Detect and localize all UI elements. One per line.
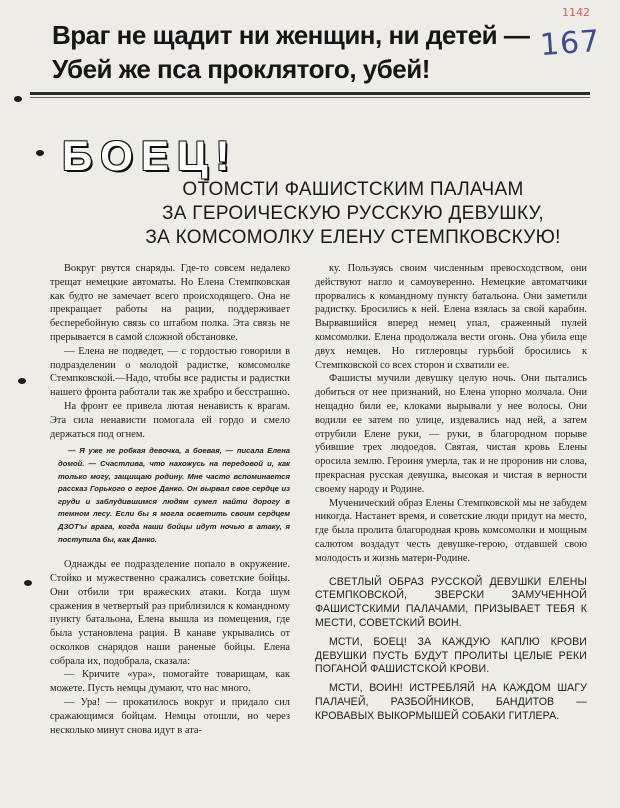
letter-quote: — Я уже не робкая девочка, а боевая, — писала Елена домой. — Счастлива, что нахожусь на передовой и, как только могу, защищаю родину. Мне часто вспоминается рассказ Горького о герое Данко. Он вырвал свое сердце из груди и заблудившимся людям сумел найти дорогу в темном лесу. Если бы я могла осветить своим сердцем ДЗОТ'ы врага, когда наши бойцы идут ночью в атаку, я поступила бы, как Данко.	[58, 446, 290, 544]
right-column	[315, 262, 587, 729]
punch-hole	[24, 580, 32, 586]
subtitle	[118, 178, 588, 250]
call-to-revenge: СВЕТЛЫЙ ОБРАЗ РУССКОЙ ДЕВУШКИ ЕЛЕНЫ СТЕМПКОВСКОЙ, ЗВЕРСКИ ЗАМУЧЕННОЙ ФАШИСТСКИМИ ПАЛАЧАМИ, ПРИЗЫВАЕТ ТЕБЯ К МЕСТИ, СОВЕТСКИЙ ВОИН.	[315, 575, 587, 629]
punch-hole	[36, 150, 44, 156]
paragraph: Мученический образ Елены Стемпковской мы не забудем никогда. Настанет время, и советские люди придут на место, где была пролита благородная кровь комсомолки и мощным салютом воздадут честь девушке-герою, отдавшей свою молодость и жизнь матери-Родине.	[315, 497, 587, 564]
call-to-revenge: МСТИ, БОЕЦ! ЗА КАЖДУЮ КАПЛЮ КРОВИ ДЕВУШКИ ПУСТЬ БУДУТ ПРОЛИТЫ ЦЕЛЫЕ РЕКИ ПОГАНОЙ ФАШИСТСКОЙ КРОВИ.	[315, 635, 587, 676]
archive-number: 1142	[562, 6, 590, 19]
header-slogan	[52, 18, 552, 86]
spacer	[315, 566, 587, 576]
handwritten-number: 167	[538, 23, 602, 64]
page-title: БОЕЦ!	[62, 132, 238, 179]
punch-hole	[14, 96, 22, 102]
header-rule	[30, 92, 590, 95]
left-column	[50, 262, 290, 737]
paragraph: Однажды ее подразделение попало в окружение. Стойко и мужественно сражались советские бойцы. Они отбили три вражеских атаки. Когда шум сражения в четвертый раз приблизился к командному пункту батальона, Елена вышла из помещения, где была установлена рация. В канаве укрывались от осколков снарядов наши раненые бойцы. Елена собрала их, подобрала, сказала:	[50, 559, 290, 667]
paragraph: На фронт ее привела лютая ненависть к врагам. Эта сила ненависти помогала ей гордо и смело держаться под огнем.	[50, 400, 290, 440]
paragraph: — Елена не подведет, — с гордостью говорили в подразделении о молодой радистке, комсомолке Стемпковской.—Надо, чтобы все радисты и радистки нашего фронта работали так же храбро и бесстрашно.	[50, 345, 290, 399]
header-line-2: Убей же пса проклятого, убей!	[52, 54, 430, 84]
paragraph: — Ура! — прокатилось вокруг и придало сил сражающимся бойцам. Немцы отошли, но через несколько минут снова идут в ата-	[50, 697, 290, 736]
paragraph: — Кричите «ура», помогайте товарищам, как можете. Пусть немцы думают, что нас много.	[50, 669, 290, 695]
subtitle-line-3: ЗА КОМСОМОЛКУ ЕЛЕНУ СТЕМПКОВСКУЮ!	[145, 227, 561, 248]
paragraph: ку. Пользуясь своим численным превосходством, они действуют нагло и самоуверенно. Немецкие автоматчики прорвались к командному пункту батальона. Они заметили радистку. Бросились к ней. Елена взялась за свой карабин. Вырвавшийся вперед немец упал, сраженный пулей комсомолки. Елена продолжала вести огонь. Она убила еще двух немцев. Но гитлеровцы гурьбой бросились к Стемпковской со всех сторон и схватили ее.	[315, 263, 587, 371]
paragraph: Вокруг рвутся снаряды. Где-то совсем недалеко трещат немецкие автоматы. Но Елена Стемпковская как будто не замечает всего происходящего. Она не прекращает работы на рации, поддерживает бесперебойную связь со штабом полка. Эта связь не прерывается в самой сложной обстановке.	[50, 263, 290, 343]
call-to-revenge: МСТИ, ВОИН! ИСТРЕБЛЯЙ НА КАЖДОМ ШАГУ ПАЛАЧЕЙ, РАЗБОЙНИКОВ, БАНДИТОВ — КРОВАВЫХ ВЫКОРМЫШЕЙ СОБАКИ ГИТЛЕРА.	[315, 682, 587, 722]
subtitle-line-1: ОТОМСТИ ФАШИСТСКИМ ПАЛАЧАМ	[182, 179, 524, 200]
subtitle-line-2: ЗА ГЕРОИЧЕСКУЮ РУССКУЮ ДЕВУШКУ,	[161, 203, 545, 224]
punch-hole	[18, 378, 26, 384]
paragraph: Фашисты мучили девушку целую ночь. Они пытались добиться от нее признаний, но Елена упорно молчала. Они нещадно били ее, клоками вырывали у нее волосы. Они водили ее затем по улице, издевались над ней, а затем отрубили Елене руки, — руки, в благородном порыве убившие трех людоедов. Святая, чистая кровь Елены оросила землю. Героиня умерла, так и не проронив ни слова, прекрасная русская девушка, высокая и чистая в верности своему народу и Родине.	[315, 373, 587, 495]
header-line-1: Враг не щадит ни женщин, ни детей —	[52, 20, 530, 50]
header-rule-thin	[30, 97, 590, 98]
